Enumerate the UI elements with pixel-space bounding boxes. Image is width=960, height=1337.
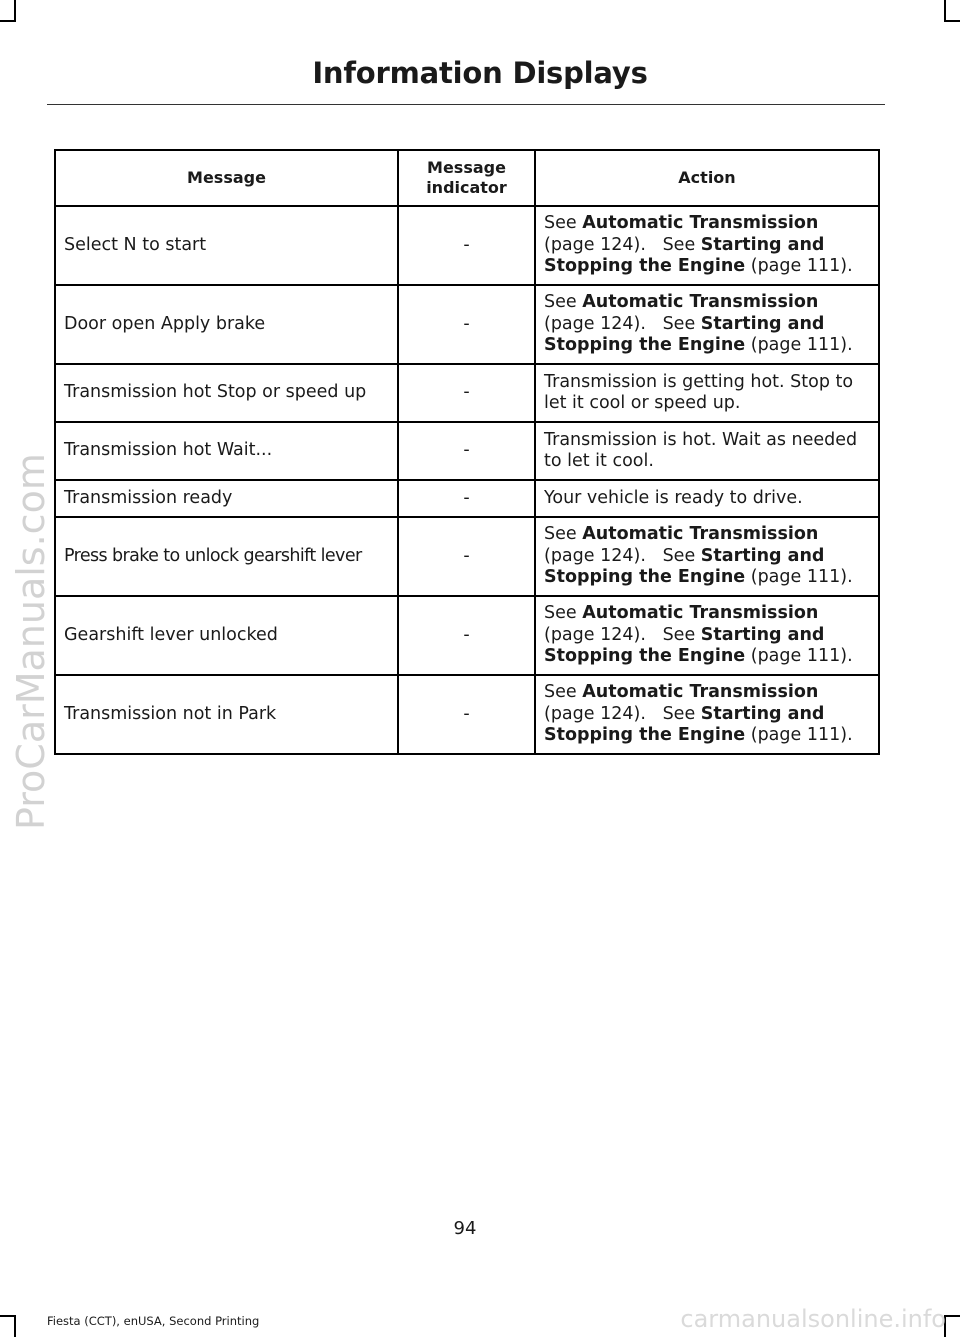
table-row — [55, 480, 879, 517]
indicator-cell: - — [398, 480, 535, 517]
page-title: Information Displays — [312, 56, 648, 90]
header-indicator — [398, 150, 535, 206]
action-text: See — [645, 234, 701, 255]
message-cell: Door open Apply brake — [55, 285, 398, 364]
message-cell: Transmission not in Park — [55, 675, 398, 754]
table-header-row — [55, 150, 879, 206]
indicator-cell: - — [398, 285, 535, 364]
action-cell — [535, 206, 879, 285]
indicator-cell: - — [398, 364, 535, 422]
header-action: Action — [535, 150, 879, 206]
action-cell — [535, 517, 879, 596]
cross-reference: Starting and Stopping the Engine — [544, 313, 825, 356]
page-reference: (page 124). — [544, 234, 646, 255]
page-reference: (page 111). — [745, 725, 853, 746]
page-reference: (page 124). — [544, 545, 646, 566]
action-cell — [535, 675, 879, 754]
header-message: Message — [55, 150, 398, 206]
crop-mark — [14, 1315, 16, 1337]
page-reference: (page 124). — [544, 703, 646, 724]
table-row — [55, 422, 879, 480]
cross-reference: Automatic Transmission — [582, 603, 819, 624]
indicator-cell: - — [398, 517, 535, 596]
message-table — [54, 149, 880, 755]
action-text: See — [544, 682, 583, 703]
crop-mark — [0, 1315, 16, 1317]
title-divider — [47, 104, 885, 105]
action-text: See — [544, 524, 583, 545]
crop-mark — [944, 1315, 960, 1317]
message-cell: Transmission hot Wait... — [55, 422, 398, 480]
table-row — [55, 364, 879, 422]
action-cell: Transmission is hot. Wait as needed to let it cool. — [535, 422, 879, 480]
page-reference: (page 111). — [745, 646, 853, 667]
action-text: See — [645, 624, 701, 645]
page-number: 94 — [453, 1218, 477, 1239]
message-cell: Select N to start — [55, 206, 398, 285]
page-reference: (page 111). — [745, 256, 853, 277]
action-text: See — [645, 703, 701, 724]
side-watermark: ProCarManuals.com — [9, 453, 53, 830]
action-text: See — [544, 292, 583, 313]
message-cell: Transmission hot Stop or speed up — [55, 364, 398, 422]
message-cell: Gearshift lever unlocked — [55, 596, 398, 675]
action-text: See — [544, 603, 583, 624]
page-reference: (page 111). — [745, 335, 853, 356]
table-row — [55, 596, 879, 675]
action-cell: Transmission is getting hot. Stop to let it cool or speed up. — [535, 364, 879, 422]
indicator-cell: - — [398, 422, 535, 480]
message-cell: Transmission ready — [55, 480, 398, 517]
message-cell: Press brake to unlock gearshift lever — [55, 517, 398, 596]
page-reference: (page 124). — [544, 624, 646, 645]
page-reference: (page 111). — [745, 567, 853, 588]
cross-reference: Starting and Stopping the Engine — [544, 234, 825, 277]
table-row — [55, 675, 879, 754]
indicator-cell: - — [398, 675, 535, 754]
action-cell — [535, 285, 879, 364]
crop-mark — [944, 0, 946, 22]
crop-mark — [14, 0, 16, 22]
edition-footer: Fiesta (CCT), enUSA, Second Printing — [47, 1314, 260, 1328]
cross-reference: Starting and Stopping the Engine — [544, 703, 825, 746]
indicator-cell: - — [398, 596, 535, 675]
cross-reference: Starting and Stopping the Engine — [544, 624, 825, 667]
action-cell — [535, 596, 879, 675]
action-text: See — [645, 313, 701, 334]
action-cell: Your vehicle is ready to drive. — [535, 480, 879, 517]
crop-mark — [944, 20, 960, 22]
header-indicator-label: Message indicator — [426, 158, 507, 197]
indicator-cell: - — [398, 206, 535, 285]
table-row — [55, 285, 879, 364]
bottom-watermark: carmanualsonline.info — [680, 1305, 946, 1333]
cross-reference: Automatic Transmission — [582, 213, 819, 234]
crop-mark — [0, 20, 16, 22]
action-text: See — [544, 213, 583, 234]
cross-reference: Automatic Transmission — [582, 682, 819, 703]
cross-reference: Starting and Stopping the Engine — [544, 545, 825, 588]
action-text: See — [645, 545, 701, 566]
cross-reference: Automatic Transmission — [582, 524, 819, 545]
cross-reference: Automatic Transmission — [582, 292, 819, 313]
page-reference: (page 124). — [544, 313, 646, 334]
table-row — [55, 517, 879, 596]
table-row — [55, 206, 879, 285]
